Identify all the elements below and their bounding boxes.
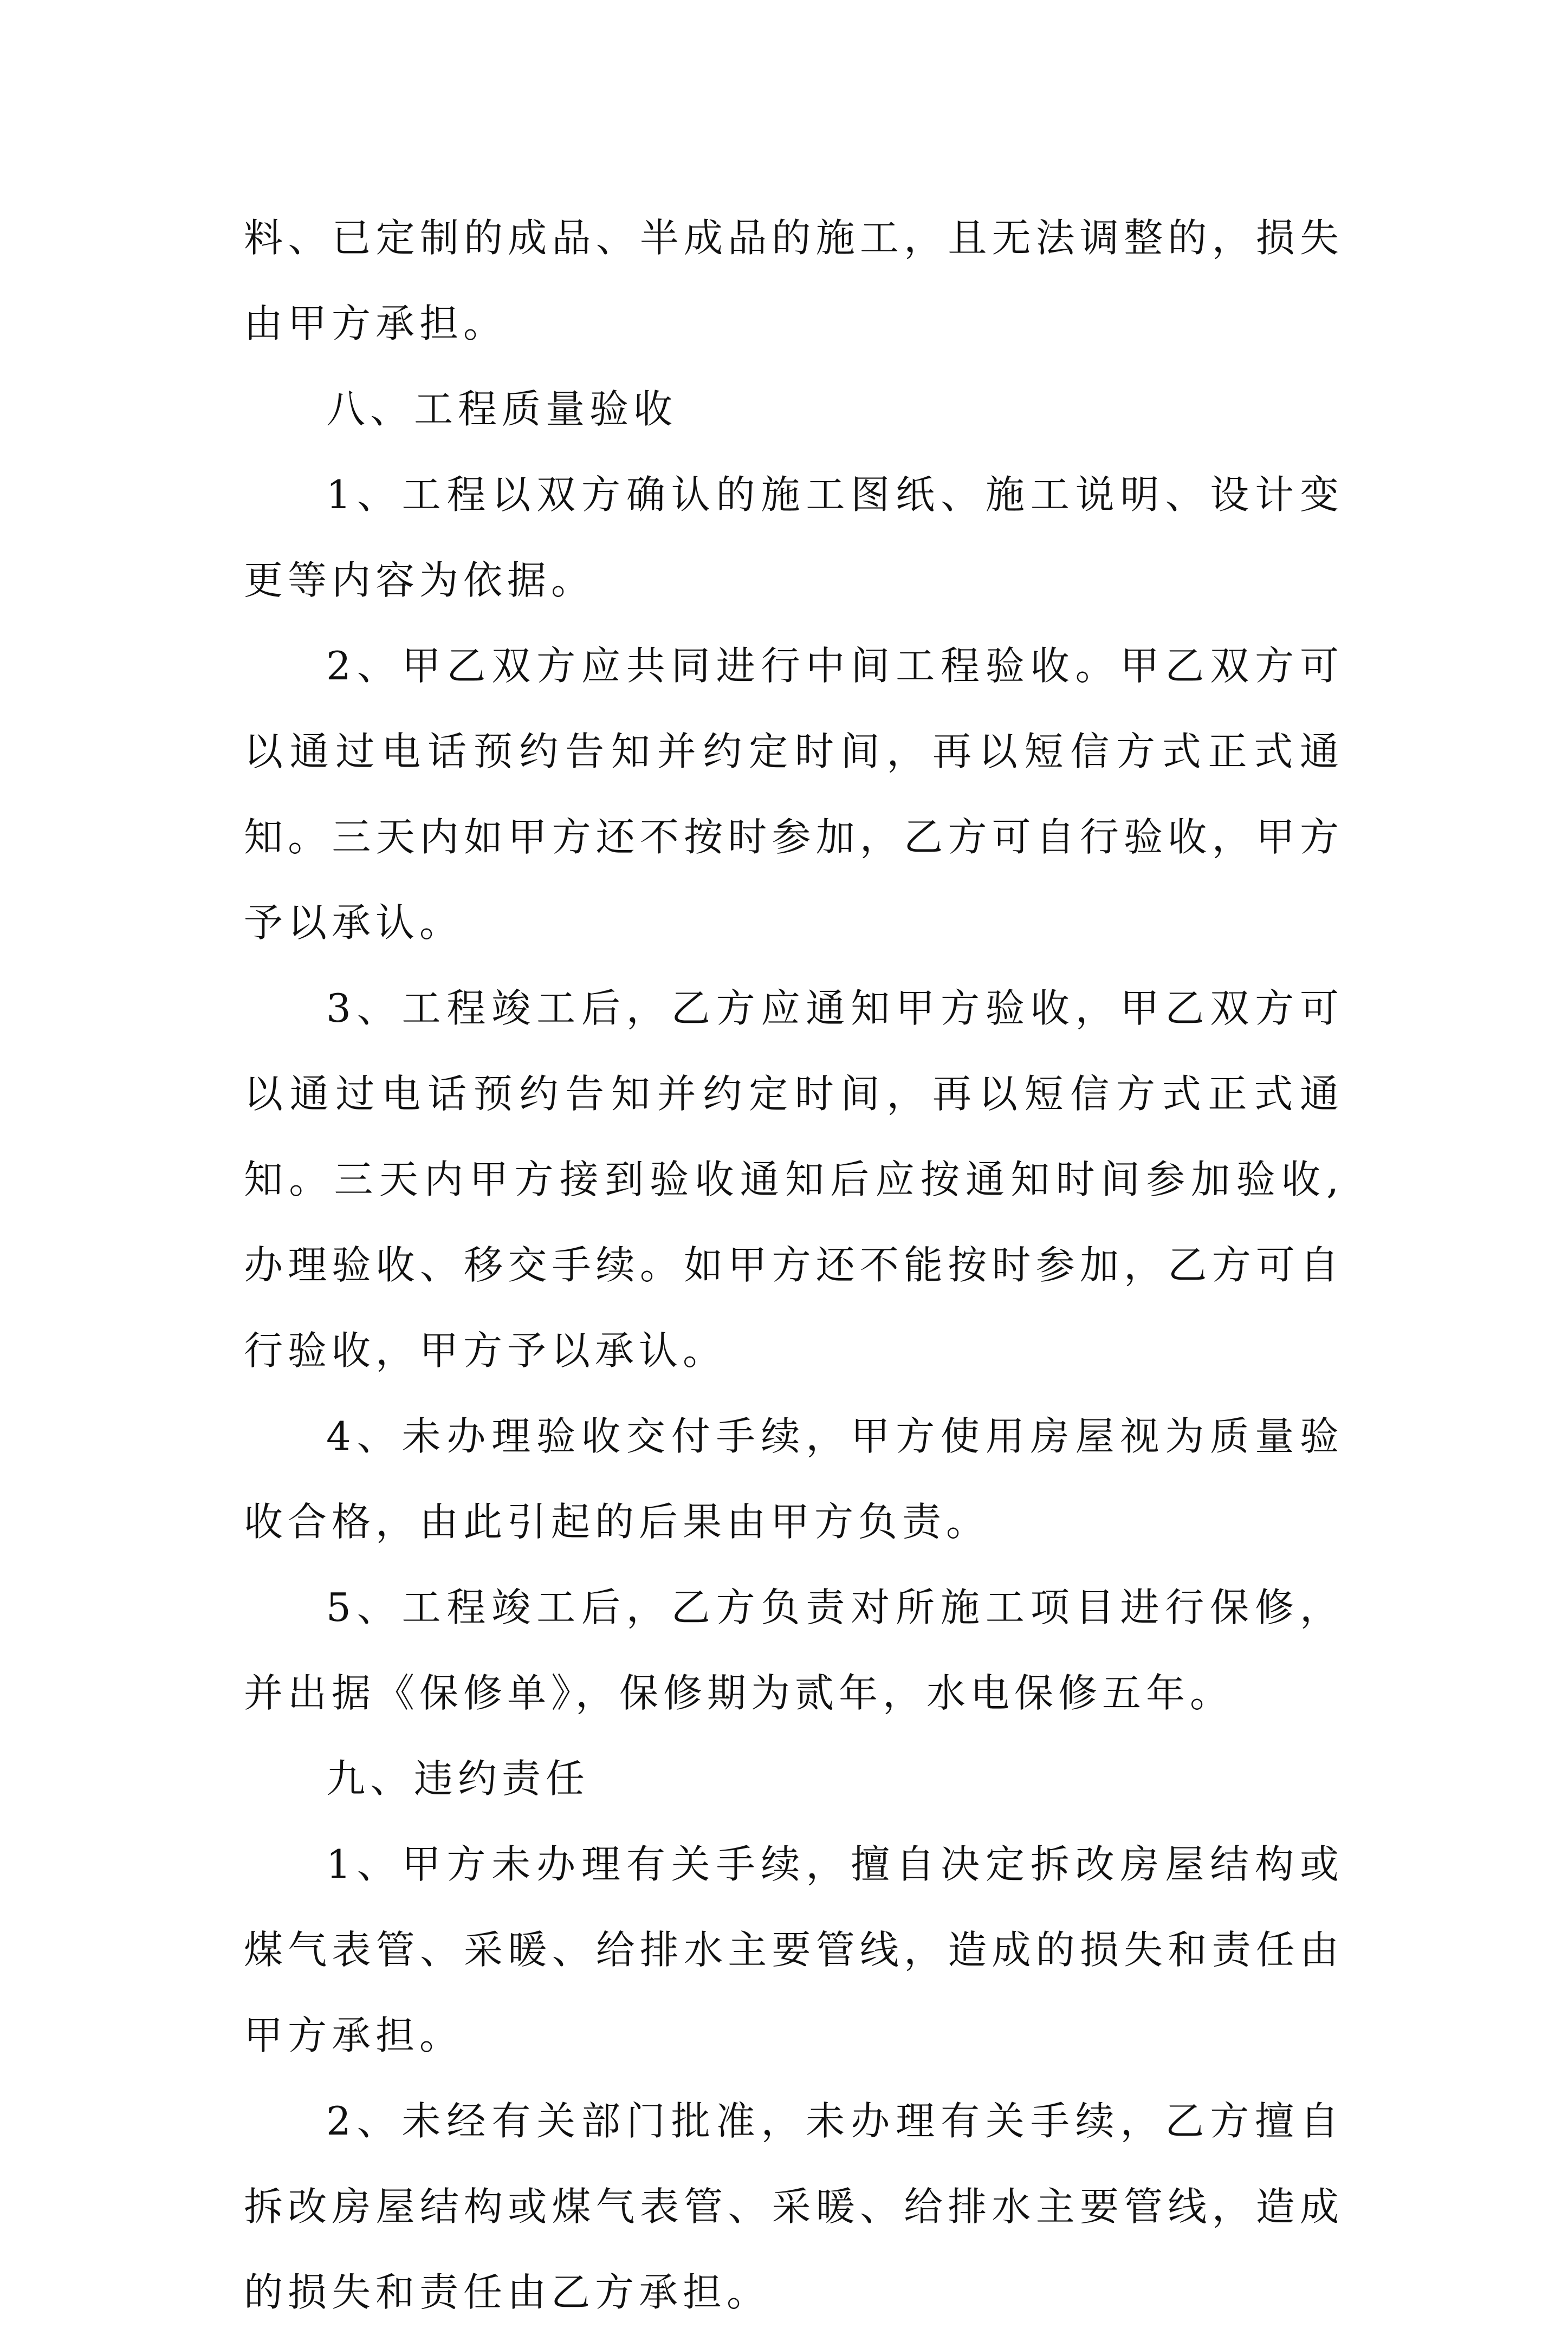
- document-page: [244, 195, 1344, 2335]
- clause-8-5: 5、工程竣工后，乙方负责对所施工项目进行保修，并出据《保修单》，保修期为贰年，水电保修五年。: [244, 1585, 1344, 1716]
- section-heading-quality-acceptance: 八、工程质量验收: [326, 386, 678, 432]
- clause-8-3: 3、工程竣工后，乙方应通知甲方验收，甲乙双方可以通过电话预约告知并约定时间，再以短信方式正式通知。三天内甲方接到验收通知后应按通知时间参加验收,办理验收、移交手续。如甲方还不能按时参加，乙方可自行验收，甲方予以承认。: [244, 985, 1344, 1373]
- clause-8-2: 2、甲乙双方应共同进行中间工程验收。甲乙双方可以通过电话预约告知并约定时间，再以短信方式正式通知。三天内如甲方还不按时参加，乙方可自行验收，甲方予以承认。: [244, 643, 1344, 945]
- clause-9-1: 1、甲方未办理有关手续，擅自决定拆改房屋结构或煤气表管、采暖、给排水主要管线，造成的损失和责任由甲方承担。: [244, 1841, 1344, 2058]
- clause-8-4: 4、未办理验收交付手续，甲方使用房屋视为质量验收合格，由此引起的后果由甲方负责。: [244, 1413, 1344, 1545]
- clause-8-1: 1、工程以双方确认的施工图纸、施工说明、设计变更等内容为依据。: [244, 472, 1344, 603]
- clause-9-2: 2、未经有关部门批准，未办理有关手续，乙方擅自拆改房屋结构或煤气表管、采暖、给排水主要管线，造成的损失和责任由乙方承担。: [244, 2098, 1344, 2315]
- paragraph-continued: 料、已定制的成品、半成品的施工，且无法调整的，损失由甲方承担。: [244, 215, 1344, 346]
- section-heading-breach-liability: 九、违约责任: [326, 1756, 590, 1801]
